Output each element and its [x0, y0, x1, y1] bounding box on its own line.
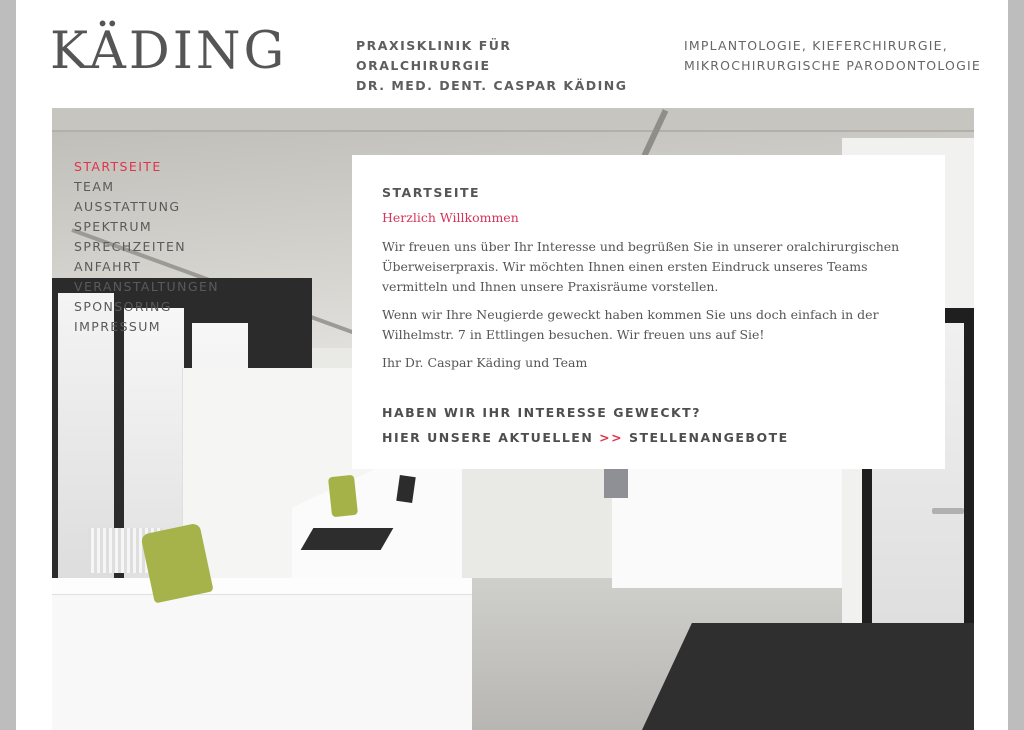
- page-title: STARTSEITE: [382, 185, 481, 200]
- site-logo[interactable]: KÄDING: [50, 22, 288, 81]
- photo-rug: [642, 623, 974, 730]
- cta-line: [382, 430, 789, 445]
- nav-item-impressum[interactable]: IMPRESSUM: [74, 319, 161, 334]
- photo-beam: [52, 108, 974, 132]
- intro-paragraph: Wir freuen uns über Ihr Interesse und begrüßen Sie in unserer oralchirurgischen Überweiserpraxis. Wir möchten Ihnen einen ersten Eindruck unseres Teams vermitteln und Ihnen unsere Praxisräume vorstellen.: [382, 239, 900, 294]
- nav-item-startseite[interactable]: STARTSEITE: [74, 159, 162, 174]
- welcome-heading: Herzlich Willkommen: [382, 210, 519, 225]
- page: [16, 0, 1008, 730]
- clinic-line-3: DR. MED. DENT. CASPAR KÄDING: [356, 78, 628, 93]
- clinic-line-1: PRAXISKLINIK FÜR: [356, 38, 512, 53]
- nav-item-ausstattung[interactable]: AUSSTATTUNG: [74, 199, 181, 214]
- photo-door-handle: [932, 508, 964, 514]
- main-navigation: [74, 157, 219, 337]
- content-panel: [352, 155, 945, 469]
- specialties: [684, 36, 981, 76]
- clinic-name: [356, 36, 628, 96]
- nav-item-veranstaltungen[interactable]: VERANSTALTUNGEN: [74, 279, 219, 294]
- photo-desk: [301, 528, 394, 550]
- photo-reception-counter: [52, 578, 472, 730]
- specialty-line-1: IMPLANTOLOGIE, KIEFERCHIRURGIE,: [684, 38, 948, 53]
- cta-question: HABEN WIR IHR INTERESSE GEWECKT?: [382, 405, 701, 420]
- photo-far-door: [604, 468, 628, 498]
- photo-hallway: [612, 468, 862, 588]
- visit-paragraph: Wenn wir Ihre Neugierde geweckt haben kommen Sie uns doch einfach in der Wilhelmstr. 7 in Ettlingen besuchen. Wir freuen uns auf Sie!: [382, 307, 879, 342]
- signature: Ihr Dr. Caspar Käding und Team: [382, 355, 588, 370]
- photo-chair: [328, 475, 358, 517]
- nav-item-spektrum[interactable]: SPEKTRUM: [74, 219, 153, 234]
- nav-item-anfahrt[interactable]: ANFAHRT: [74, 259, 142, 274]
- nav-item-sprechzeiten[interactable]: SPRECHZEITEN: [74, 239, 187, 254]
- specialty-line-2: MIKROCHIRURGISCHE PARODONTOLOGIE: [684, 58, 981, 73]
- arrow-icon: >>: [599, 430, 624, 445]
- nav-item-team[interactable]: TEAM: [74, 179, 115, 194]
- clinic-line-2: ORALCHIRURGIE: [356, 58, 491, 73]
- job-offers-link[interactable]: STELLENANGEBOTE: [628, 430, 789, 445]
- cta-prefix: HIER UNSERE AKTUELLEN: [382, 430, 594, 445]
- nav-item-sponsoring[interactable]: SPONSORING: [74, 299, 172, 314]
- photo-counter-top: [52, 578, 472, 595]
